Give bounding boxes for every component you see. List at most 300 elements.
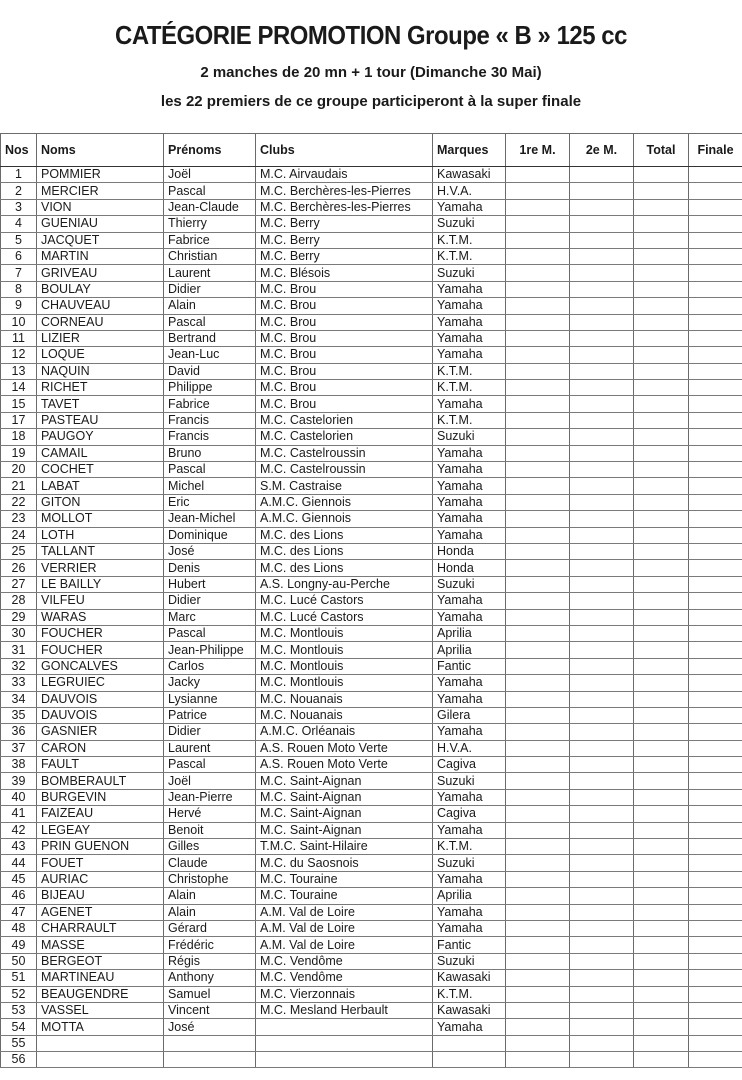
table-row (1, 986, 742, 1002)
cell-number: 10 (1, 314, 37, 330)
cell-manche-2 (570, 232, 634, 248)
cell-manche-2 (570, 937, 634, 953)
cell-number: 38 (1, 757, 37, 773)
cell-first-name: Bruno (164, 445, 256, 461)
cell-club: M.C. Brou (256, 314, 433, 330)
cell-brand: Aprilia (433, 888, 506, 904)
cell-finale (689, 248, 742, 264)
cell-first-name: Gilles (164, 839, 256, 855)
cell-number: 48 (1, 920, 37, 936)
cell-manche-2 (570, 675, 634, 691)
table-row (1, 691, 742, 707)
cell-number: 15 (1, 396, 37, 412)
cell-name: PASTEAU (37, 412, 164, 428)
cell-first-name: Joël (164, 167, 256, 183)
cell-club: A.S. Rouen Moto Verte (256, 740, 433, 756)
cell-first-name: Hubert (164, 576, 256, 592)
cell-manche-2 (570, 724, 634, 740)
cell-brand: Yamaha (433, 675, 506, 691)
table-row (1, 953, 742, 969)
cell-total (634, 970, 689, 986)
table-row (1, 380, 742, 396)
cell-club: M.C. Brou (256, 281, 433, 297)
cell-first-name: Dominique (164, 527, 256, 543)
cell-manche-1 (506, 1002, 570, 1018)
cell-club: M.C. Castelroussin (256, 462, 433, 478)
table-row (1, 675, 742, 691)
table-header-row (1, 134, 742, 167)
cell-total (634, 1035, 689, 1051)
cell-number: 6 (1, 248, 37, 264)
cell-number: 43 (1, 839, 37, 855)
cell-total (634, 707, 689, 723)
table-row (1, 576, 742, 592)
cell-number: 44 (1, 855, 37, 871)
cell-number: 5 (1, 232, 37, 248)
col-header-noms: Noms (37, 134, 164, 167)
cell-first-name: Jean-Michel (164, 511, 256, 527)
cell-total (634, 724, 689, 740)
cell-finale (689, 462, 742, 478)
cell-total (634, 363, 689, 379)
cell-total (634, 839, 689, 855)
cell-manche-2 (570, 248, 634, 264)
cell-brand: Yamaha (433, 445, 506, 461)
table-row (1, 232, 742, 248)
cell-club: M.C. Castelorien (256, 429, 433, 445)
cell-number: 26 (1, 560, 37, 576)
cell-name: GUENIAU (37, 216, 164, 232)
cell-finale (689, 429, 742, 445)
cell-brand: K.T.M. (433, 232, 506, 248)
cell-total (634, 248, 689, 264)
cell-finale (689, 593, 742, 609)
cell-total (634, 462, 689, 478)
cell-first-name: Gérard (164, 920, 256, 936)
cell-name: BURGEVIN (37, 789, 164, 805)
cell-name: COCHET (37, 462, 164, 478)
cell-total (634, 445, 689, 461)
cell-first-name (164, 1052, 256, 1068)
cell-number: 14 (1, 380, 37, 396)
cell-manche-1 (506, 183, 570, 199)
page-title: CATÉGORIE PROMOTION Groupe « B » 125 cc (115, 20, 627, 50)
col-header-marques: Marques (433, 134, 506, 167)
col-header-finale: Finale (689, 134, 742, 167)
cell-finale (689, 1052, 742, 1068)
cell-first-name: Thierry (164, 216, 256, 232)
cell-total (634, 675, 689, 691)
cell-total (634, 478, 689, 494)
cell-manche-1 (506, 232, 570, 248)
cell-manche-1 (506, 1019, 570, 1035)
cell-first-name: Alain (164, 298, 256, 314)
cell-brand: H.V.A. (433, 183, 506, 199)
cell-club: M.C. Touraine (256, 871, 433, 887)
cell-manche-2 (570, 576, 634, 592)
cell-brand: Suzuki (433, 953, 506, 969)
cell-club: M.C. Castelorien (256, 412, 433, 428)
table-row (1, 625, 742, 641)
cell-manche-2 (570, 462, 634, 478)
cell-name: BOULAY (37, 281, 164, 297)
cell-number: 4 (1, 216, 37, 232)
cell-manche-1 (506, 642, 570, 658)
cell-manche-1 (506, 396, 570, 412)
cell-brand (433, 1035, 506, 1051)
cell-club: A.M. Val de Loire (256, 920, 433, 936)
cell-first-name: Alain (164, 904, 256, 920)
cell-manche-1 (506, 1052, 570, 1068)
cell-total (634, 642, 689, 658)
cell-name: GONCALVES (37, 658, 164, 674)
cell-number: 27 (1, 576, 37, 592)
cell-manche-2 (570, 920, 634, 936)
cell-brand: Yamaha (433, 920, 506, 936)
cell-name: GASNIER (37, 724, 164, 740)
table-row (1, 199, 742, 215)
cell-name: CHAUVEAU (37, 298, 164, 314)
cell-first-name: Pascal (164, 462, 256, 478)
cell-brand: Yamaha (433, 789, 506, 805)
cell-club: S.M. Castraise (256, 478, 433, 494)
table-row (1, 593, 742, 609)
cell-finale (689, 642, 742, 658)
cell-name: GRIVEAU (37, 265, 164, 281)
cell-total (634, 199, 689, 215)
cell-finale (689, 183, 742, 199)
cell-club: M.C. Vendôme (256, 970, 433, 986)
cell-manche-2 (570, 298, 634, 314)
cell-number: 56 (1, 1052, 37, 1068)
cell-manche-2 (570, 986, 634, 1002)
cell-manche-1 (506, 871, 570, 887)
cell-club: A.M.C. Orléanais (256, 724, 433, 740)
cell-brand: K.T.M. (433, 248, 506, 264)
cell-name: BIJEAU (37, 888, 164, 904)
cell-club (256, 1052, 433, 1068)
cell-number: 28 (1, 593, 37, 609)
cell-total (634, 888, 689, 904)
table-row (1, 740, 742, 756)
cell-manche-1 (506, 1035, 570, 1051)
cell-finale (689, 445, 742, 461)
cell-first-name: Samuel (164, 986, 256, 1002)
cell-manche-1 (506, 429, 570, 445)
table-row (1, 822, 742, 838)
cell-brand: Yamaha (433, 871, 506, 887)
cell-name: BOMBERAULT (37, 773, 164, 789)
cell-club: M.C. du Saosnois (256, 855, 433, 871)
cell-number: 7 (1, 265, 37, 281)
cell-number: 30 (1, 625, 37, 641)
cell-manche-2 (570, 216, 634, 232)
cell-manche-1 (506, 789, 570, 805)
cell-total (634, 232, 689, 248)
cell-brand: Yamaha (433, 281, 506, 297)
cell-manche-2 (570, 970, 634, 986)
cell-name: DAUVOIS (37, 707, 164, 723)
cell-name: MARTINEAU (37, 970, 164, 986)
cell-first-name: Pascal (164, 314, 256, 330)
cell-club: M.C. Berry (256, 232, 433, 248)
cell-number: 13 (1, 363, 37, 379)
cell-finale (689, 494, 742, 510)
cell-brand: Yamaha (433, 298, 506, 314)
col-header-nos: Nos (1, 134, 37, 167)
cell-name: AGENET (37, 904, 164, 920)
cell-first-name: Christian (164, 248, 256, 264)
cell-manche-1 (506, 757, 570, 773)
cell-manche-2 (570, 789, 634, 805)
table-row (1, 527, 742, 543)
cell-name: FOUCHER (37, 625, 164, 641)
cell-club: M.C. Saint-Aignan (256, 806, 433, 822)
table-row (1, 494, 742, 510)
cell-first-name: Régis (164, 953, 256, 969)
cell-manche-1 (506, 347, 570, 363)
cell-club: M.C. Berry (256, 216, 433, 232)
cell-finale (689, 904, 742, 920)
table-row (1, 363, 742, 379)
cell-first-name: Laurent (164, 265, 256, 281)
cell-club: M.C. Brou (256, 330, 433, 346)
cell-finale (689, 511, 742, 527)
cell-club: A.M.C. Giennois (256, 494, 433, 510)
cell-manche-2 (570, 1052, 634, 1068)
table-row (1, 789, 742, 805)
cell-manche-1 (506, 888, 570, 904)
cell-total (634, 412, 689, 428)
cell-number: 55 (1, 1035, 37, 1051)
cell-club: M.C. Mesland Herbault (256, 1002, 433, 1018)
cell-name: LEGRUIEC (37, 675, 164, 691)
cell-brand: Kawasaki (433, 1002, 506, 1018)
cell-manche-2 (570, 560, 634, 576)
cell-name: VION (37, 199, 164, 215)
cell-manche-2 (570, 839, 634, 855)
cell-club: M.C. Montlouis (256, 658, 433, 674)
cell-manche-2 (570, 347, 634, 363)
cell-manche-2 (570, 183, 634, 199)
cell-total (634, 937, 689, 953)
cell-brand: Yamaha (433, 199, 506, 215)
cell-name: LE BAILLY (37, 576, 164, 592)
cell-name: NAQUIN (37, 363, 164, 379)
cell-name: LOTH (37, 527, 164, 543)
cell-manche-1 (506, 675, 570, 691)
cell-finale (689, 232, 742, 248)
table-row (1, 757, 742, 773)
cell-number: 51 (1, 970, 37, 986)
cell-first-name: Eric (164, 494, 256, 510)
cell-brand: Suzuki (433, 265, 506, 281)
cell-manche-2 (570, 281, 634, 297)
cell-manche-1 (506, 298, 570, 314)
cell-manche-2 (570, 871, 634, 887)
cell-number: 53 (1, 1002, 37, 1018)
cell-total (634, 773, 689, 789)
cell-manche-1 (506, 167, 570, 183)
cell-brand: Suzuki (433, 576, 506, 592)
cell-first-name: Francis (164, 412, 256, 428)
cell-total (634, 904, 689, 920)
cell-manche-1 (506, 953, 570, 969)
col-header-prenoms: Prénoms (164, 134, 256, 167)
cell-finale (689, 314, 742, 330)
cell-first-name: Philippe (164, 380, 256, 396)
cell-name: JACQUET (37, 232, 164, 248)
cell-brand: K.T.M. (433, 380, 506, 396)
cell-total (634, 511, 689, 527)
cell-finale (689, 1019, 742, 1035)
table-row (1, 347, 742, 363)
cell-total (634, 330, 689, 346)
cell-manche-1 (506, 543, 570, 559)
cell-name: CHARRAULT (37, 920, 164, 936)
cell-brand: Yamaha (433, 822, 506, 838)
table-row (1, 445, 742, 461)
cell-finale (689, 789, 742, 805)
cell-number: 12 (1, 347, 37, 363)
table-row (1, 642, 742, 658)
cell-brand: Yamaha (433, 494, 506, 510)
cell-name (37, 1052, 164, 1068)
cell-club: M.C. Brou (256, 396, 433, 412)
cell-total (634, 986, 689, 1002)
cell-club: M.C. Lucé Castors (256, 609, 433, 625)
cell-total (634, 1002, 689, 1018)
cell-manche-1 (506, 920, 570, 936)
cell-total (634, 265, 689, 281)
table-row (1, 970, 742, 986)
cell-brand: Cagiva (433, 757, 506, 773)
cell-club: M.C. Berchères-les-Pierres (256, 183, 433, 199)
cell-total (634, 691, 689, 707)
cell-manche-1 (506, 462, 570, 478)
cell-number: 33 (1, 675, 37, 691)
table-row (1, 478, 742, 494)
cell-number: 24 (1, 527, 37, 543)
cell-number: 35 (1, 707, 37, 723)
cell-finale (689, 773, 742, 789)
cell-manche-1 (506, 658, 570, 674)
cell-brand: Yamaha (433, 1019, 506, 1035)
cell-manche-1 (506, 937, 570, 953)
cell-manche-1 (506, 248, 570, 264)
cell-finale (689, 675, 742, 691)
cell-name: CARON (37, 740, 164, 756)
cell-number: 18 (1, 429, 37, 445)
cell-first-name: Hervé (164, 806, 256, 822)
cell-finale (689, 281, 742, 297)
cell-name: MOLLOT (37, 511, 164, 527)
cell-club: M.C. Brou (256, 380, 433, 396)
cell-finale (689, 740, 742, 756)
cell-number: 40 (1, 789, 37, 805)
cell-manche-2 (570, 543, 634, 559)
cell-total (634, 314, 689, 330)
cell-finale (689, 199, 742, 215)
cell-name: CORNEAU (37, 314, 164, 330)
cell-finale (689, 347, 742, 363)
cell-finale (689, 478, 742, 494)
table-row (1, 412, 742, 428)
cell-manche-1 (506, 855, 570, 871)
cell-number: 22 (1, 494, 37, 510)
cell-number: 49 (1, 937, 37, 953)
table-row (1, 888, 742, 904)
cell-name: VILFEU (37, 593, 164, 609)
cell-manche-2 (570, 625, 634, 641)
cell-manche-1 (506, 806, 570, 822)
cell-number: 32 (1, 658, 37, 674)
cell-name: LABAT (37, 478, 164, 494)
cell-first-name: Carlos (164, 658, 256, 674)
cell-name: RICHET (37, 380, 164, 396)
cell-finale (689, 330, 742, 346)
cell-total (634, 920, 689, 936)
cell-name: AURIAC (37, 871, 164, 887)
cell-total (634, 167, 689, 183)
cell-manche-2 (570, 593, 634, 609)
cell-manche-2 (570, 412, 634, 428)
cell-club: M.C. des Lions (256, 543, 433, 559)
cell-number: 54 (1, 1019, 37, 1035)
cell-manche-2 (570, 314, 634, 330)
cell-total (634, 560, 689, 576)
cell-manche-2 (570, 167, 634, 183)
cell-finale (689, 412, 742, 428)
cell-manche-2 (570, 773, 634, 789)
cell-brand: Kawasaki (433, 970, 506, 986)
cell-brand: H.V.A. (433, 740, 506, 756)
cell-finale (689, 609, 742, 625)
table-row (1, 1052, 742, 1068)
cell-manche-1 (506, 281, 570, 297)
cell-name: FAULT (37, 757, 164, 773)
cell-brand: Suzuki (433, 855, 506, 871)
cell-finale (689, 691, 742, 707)
cell-name: FOUCHER (37, 642, 164, 658)
cell-manche-2 (570, 658, 634, 674)
race-format: 2 manches de 20 mn + 1 tour (Dimanche 30 Mai) (200, 64, 542, 81)
cell-manche-2 (570, 265, 634, 281)
cell-total (634, 543, 689, 559)
table-row (1, 773, 742, 789)
table-row (1, 183, 742, 199)
page-header (0, 0, 742, 132)
cell-brand: Aprilia (433, 625, 506, 641)
cell-finale (689, 658, 742, 674)
cell-club: M.C. Lucé Castors (256, 593, 433, 609)
table-row (1, 462, 742, 478)
cell-manche-1 (506, 839, 570, 855)
cell-manche-2 (570, 527, 634, 543)
cell-club: M.C. des Lions (256, 560, 433, 576)
cell-first-name: Laurent (164, 740, 256, 756)
cell-brand (433, 1052, 506, 1068)
cell-brand: Yamaha (433, 904, 506, 920)
cell-finale (689, 707, 742, 723)
cell-finale (689, 953, 742, 969)
cell-number: 50 (1, 953, 37, 969)
cell-number: 2 (1, 183, 37, 199)
cell-manche-2 (570, 691, 634, 707)
table-row (1, 429, 742, 445)
table-row (1, 511, 742, 527)
cell-number: 47 (1, 904, 37, 920)
